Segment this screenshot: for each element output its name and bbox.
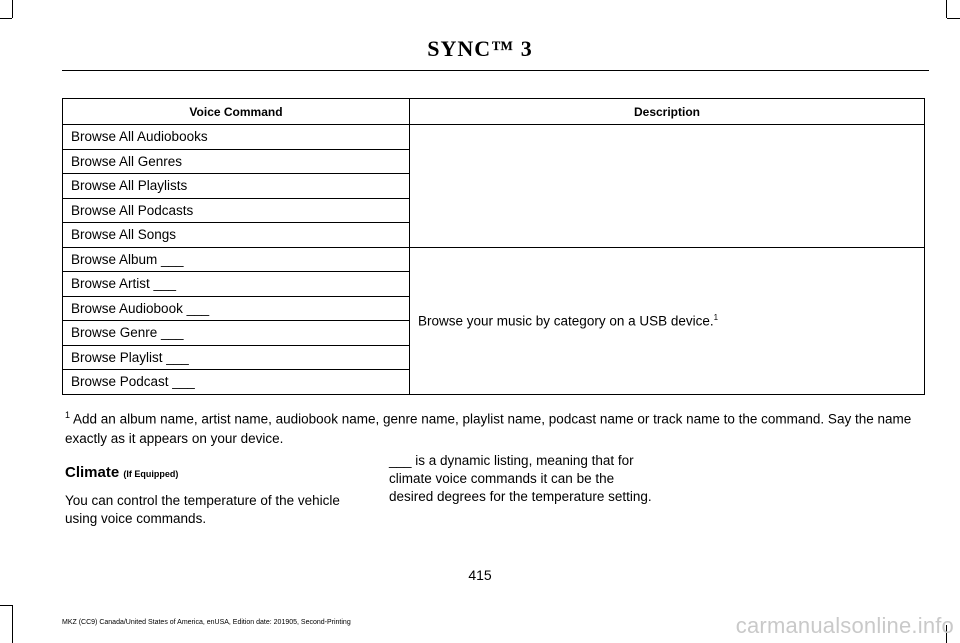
command-cell: Browse Playlist ___ (63, 345, 410, 370)
footnote-marker: 1 (65, 410, 71, 420)
crop-mark-bl-v (12, 605, 13, 643)
command-cell: Browse All Genres (63, 149, 410, 174)
command-cell: Browse Podcast ___ (63, 370, 410, 395)
watermark: carmanualsonline.info (735, 613, 954, 638)
climate-heading-text: Climate (65, 464, 120, 481)
table-header-row (63, 99, 925, 125)
command-cell: Browse Genre ___ (63, 321, 410, 346)
column-header-description: Description (410, 99, 925, 125)
table-footnote (65, 406, 935, 448)
command-cell: Browse Album ___ (63, 247, 410, 272)
description-text: Browse your music by category on a USB device. (418, 313, 714, 329)
footnote-reference: 1 (713, 312, 719, 322)
crop-mark-bl-h (0, 605, 12, 606)
description-cell (410, 247, 925, 394)
command-cell: Browse Audiobook ___ (63, 296, 410, 321)
climate-qualifier: (If Equipped) (123, 469, 179, 479)
command-cell: Browse All Songs (63, 223, 410, 248)
crop-mark-tl-v (12, 0, 13, 18)
column-header-command: Voice Command (63, 99, 410, 125)
footnote-text: Add an album name, artist name, audiobook name, genre name, playlist name, podcast name or track name to the command. Say the name exactly as it appears on your device. (65, 411, 912, 446)
crop-mark-tr-v (946, 0, 947, 18)
voice-command-table (62, 98, 925, 395)
page-number: 415 (468, 567, 492, 583)
command-cell: Browse All Podcasts (63, 198, 410, 223)
command-cell: Browse All Audiobooks (63, 125, 410, 150)
climate-heading (65, 464, 178, 481)
crop-mark-tr-h (947, 18, 960, 19)
climate-body: You can control the temperature of the vehicle using voice commands. (65, 493, 340, 526)
page-title: SYNC™ 3 (427, 36, 533, 61)
dynamic-listing-note: ___ is a dynamic listing, meaning that for climate voice commands it can be the desired degrees for the temperature setting. (389, 453, 652, 504)
table-row (63, 125, 925, 150)
command-cell: Browse Artist ___ (63, 272, 410, 297)
header-rule (62, 70, 929, 71)
crop-mark-tl-h (0, 18, 12, 19)
command-cell: Browse All Playlists (63, 174, 410, 199)
description-cell-empty (410, 125, 925, 248)
table-row (63, 247, 925, 272)
edition-footer: MKZ (CC9) Canada/United States of America, enUSA, Edition date: 201905, Second-Printing (62, 619, 351, 626)
